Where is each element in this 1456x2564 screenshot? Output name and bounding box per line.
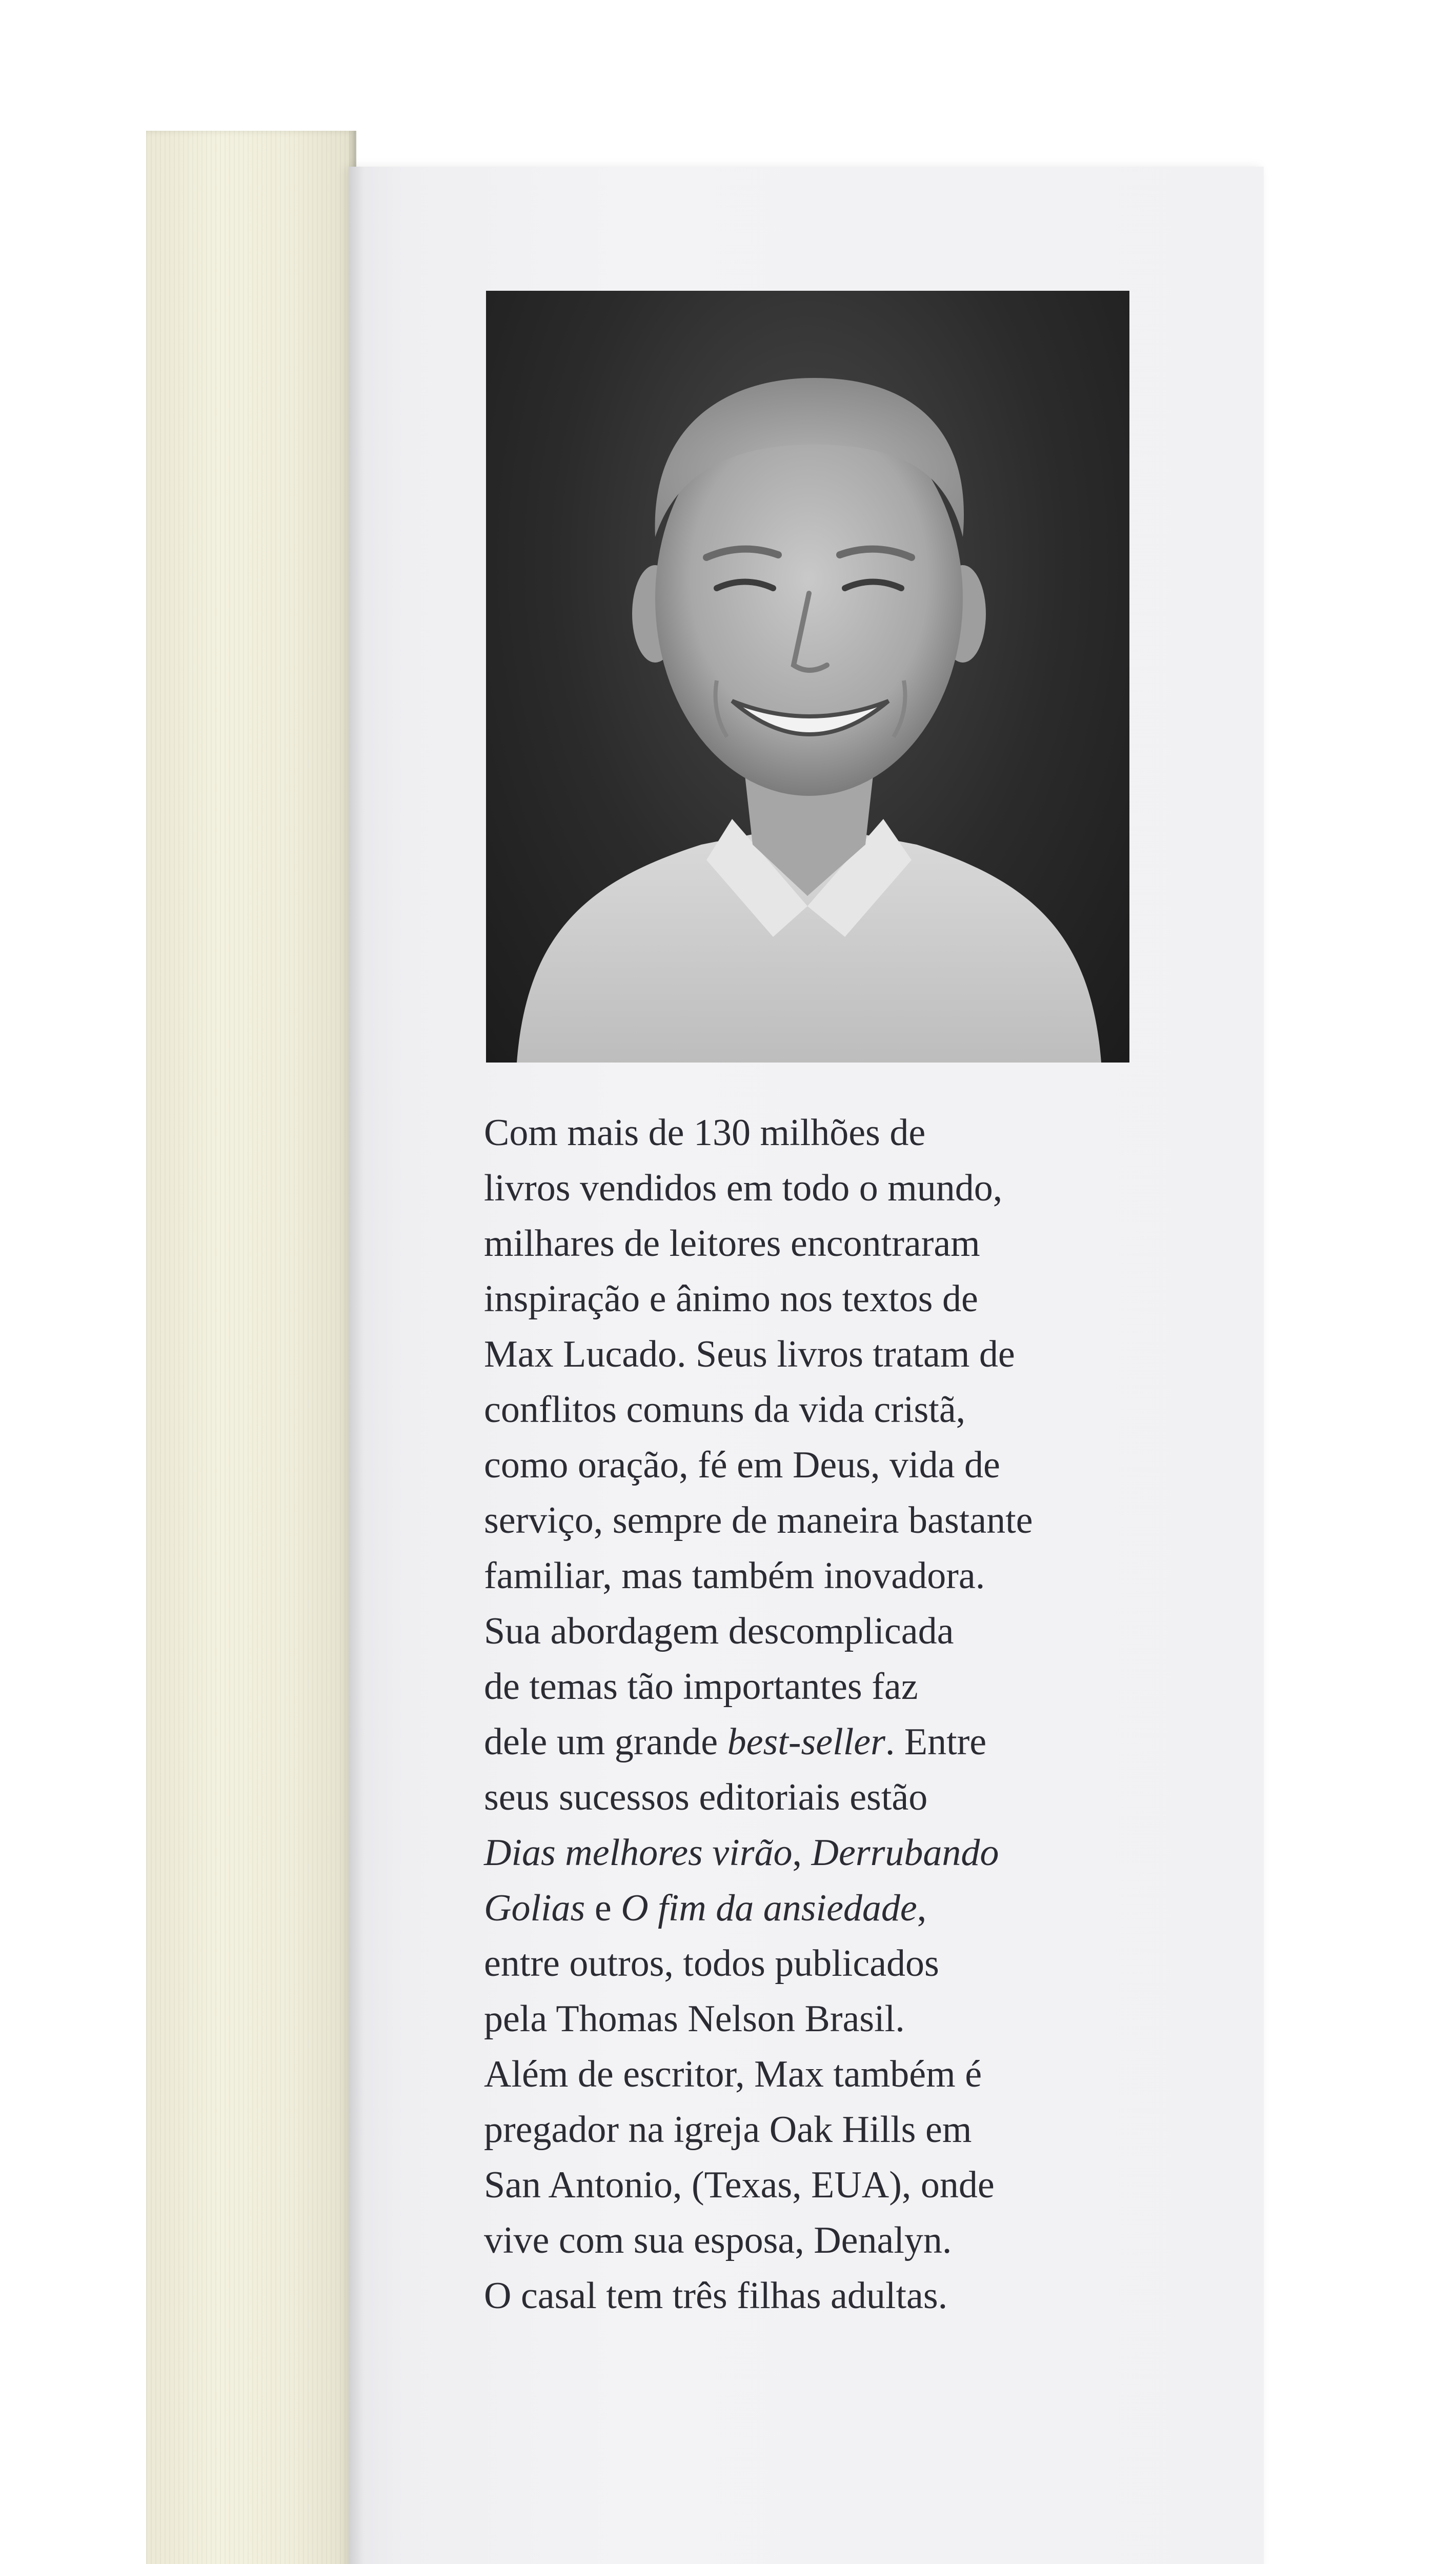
bio-line bbox=[484, 1216, 1150, 1271]
bio-line bbox=[484, 2102, 1150, 2157]
author-portrait-icon bbox=[486, 291, 1129, 1063]
bio-text: San Antonio, (Texas, EUA), onde bbox=[484, 2164, 995, 2206]
bio-text: livros vendidos em todo o mundo, bbox=[484, 1167, 1003, 1209]
bio-line bbox=[484, 1936, 1150, 1991]
bio-line bbox=[484, 1105, 1150, 1160]
bio-line bbox=[484, 1659, 1150, 1714]
bio-line bbox=[484, 2213, 1150, 2268]
bio-text: pregador na igreja Oak Hills em bbox=[484, 2109, 972, 2151]
bio-line bbox=[484, 1382, 1150, 1437]
bio-text: milhares de leitores encontraram bbox=[484, 1223, 980, 1265]
bio-text: conflitos comuns da vida cristã, bbox=[484, 1389, 966, 1431]
page-edge-stack bbox=[146, 131, 356, 2564]
bio-text: inspiração e ânimo nos textos de bbox=[484, 1278, 978, 1320]
bio-text: , bbox=[917, 1887, 927, 1929]
bio-text: seus sucessos editoriais estão bbox=[484, 1776, 928, 1818]
bio-text: e bbox=[585, 1887, 621, 1929]
bio-line bbox=[484, 1770, 1150, 1825]
bio-line bbox=[484, 1271, 1150, 1327]
author-portrait bbox=[486, 291, 1129, 1063]
bio-line bbox=[484, 1327, 1150, 1382]
bio-line bbox=[484, 1160, 1150, 1216]
bio-line bbox=[484, 1604, 1150, 1659]
bio-line bbox=[484, 1825, 1150, 1880]
bio-line bbox=[484, 1714, 1150, 1770]
bio-line bbox=[484, 1548, 1150, 1604]
bio-text: Além de escritor, Max também é bbox=[484, 2053, 982, 2095]
bio-italic-text: best-seller bbox=[727, 1721, 885, 1763]
bio-text: entre outros, todos publicados bbox=[484, 1942, 939, 1985]
bio-text: pela Thomas Nelson Brasil. bbox=[484, 1998, 905, 2040]
bio-text: O casal tem três filhas adultas. bbox=[484, 2275, 948, 2317]
bio-text: Max Lucado. Seus livros tratam de bbox=[484, 1333, 1015, 1375]
bio-text: , bbox=[792, 1832, 812, 1874]
bio-text: dele um grande bbox=[484, 1721, 727, 1763]
bio-italic-text: Dias melhores virão bbox=[484, 1832, 793, 1874]
bio-line bbox=[484, 2047, 1150, 2102]
bio-text: serviço, sempre de maneira bastante bbox=[484, 1499, 1033, 1541]
bio-text: familiar, mas também inovadora. bbox=[484, 1555, 985, 1597]
bio-text: de temas tão importantes faz bbox=[484, 1666, 918, 1708]
bio-italic-text: O fim da ansiedade bbox=[621, 1887, 917, 1929]
bio-text: vive com sua esposa, Denalyn. bbox=[484, 2219, 952, 2261]
bio-line bbox=[484, 1493, 1150, 1548]
bio-line bbox=[484, 2268, 1150, 2323]
bio-italic-text: Derrubando bbox=[811, 1832, 999, 1874]
bio-italic-text: Golias bbox=[484, 1887, 585, 1929]
author-biography bbox=[484, 1105, 1150, 2323]
bio-line bbox=[484, 1880, 1150, 1936]
bio-line bbox=[484, 1437, 1150, 1493]
bio-text: . Entre bbox=[885, 1721, 987, 1763]
bio-line bbox=[484, 2157, 1150, 2213]
bio-line bbox=[484, 1991, 1150, 2047]
bio-text: Com mais de 130 milhões de bbox=[484, 1112, 926, 1154]
bio-text: Sua abordagem descomplicada bbox=[484, 1610, 954, 1652]
bio-text: como oração, fé em Deus, vida de bbox=[484, 1444, 1000, 1486]
